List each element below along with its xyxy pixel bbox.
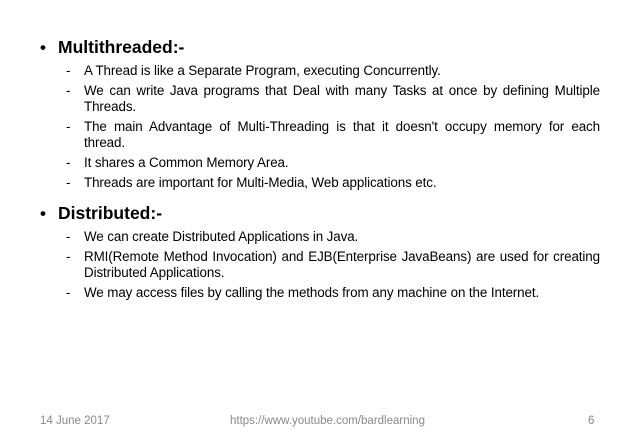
heading-text: Distributed:-: [58, 203, 163, 223]
dash-icon: -: [66, 63, 71, 78]
list-item: - Threads are important for Multi-Media, Web applications etc.: [66, 175, 437, 190]
list-item: - The main Advantage of Multi-Threading is that it doesn't occupy memory for each thread.: [66, 119, 600, 150]
dash-icon: -: [66, 119, 71, 134]
bullet-icon: •: [40, 204, 46, 223]
dash-icon: -: [66, 249, 71, 264]
section-heading: [40, 202, 600, 225]
footer-date: 14 June 2017: [40, 415, 110, 427]
section-distributed: [40, 202, 600, 305]
bullet-icon: •: [40, 38, 46, 57]
list-item: - It shares a Common Memory Area.: [66, 155, 289, 170]
item-list: [40, 63, 600, 191]
dash-icon: -: [66, 229, 71, 244]
list-item: - RMI(Remote Method Invocation) and EJB(Enterprise JavaBeans) are used for creating Distributed Applications.: [66, 249, 600, 280]
dash-icon: -: [66, 175, 71, 190]
item-list: [40, 229, 600, 301]
footer-url[interactable]: https://www.youtube.com/bardlearning: [230, 415, 425, 427]
list-item: - We can write Java programs that Deal with many Tasks at once by defining Multiple Threads.: [66, 83, 600, 114]
list-item: - A Thread is like a Separate Program, executing Concurrently.: [66, 63, 441, 78]
section-multithreaded: [40, 36, 600, 195]
dash-icon: -: [66, 83, 71, 98]
section-heading: [40, 36, 600, 59]
list-item: - We may access files by calling the methods from any machine on the Internet.: [66, 285, 540, 300]
heading-text: Multithreaded:-: [58, 37, 185, 57]
page-number: 6: [588, 415, 595, 427]
dash-icon: -: [66, 285, 71, 300]
dash-icon: -: [66, 155, 71, 170]
list-item: - We can create Distributed Applications in Java.: [66, 229, 359, 244]
